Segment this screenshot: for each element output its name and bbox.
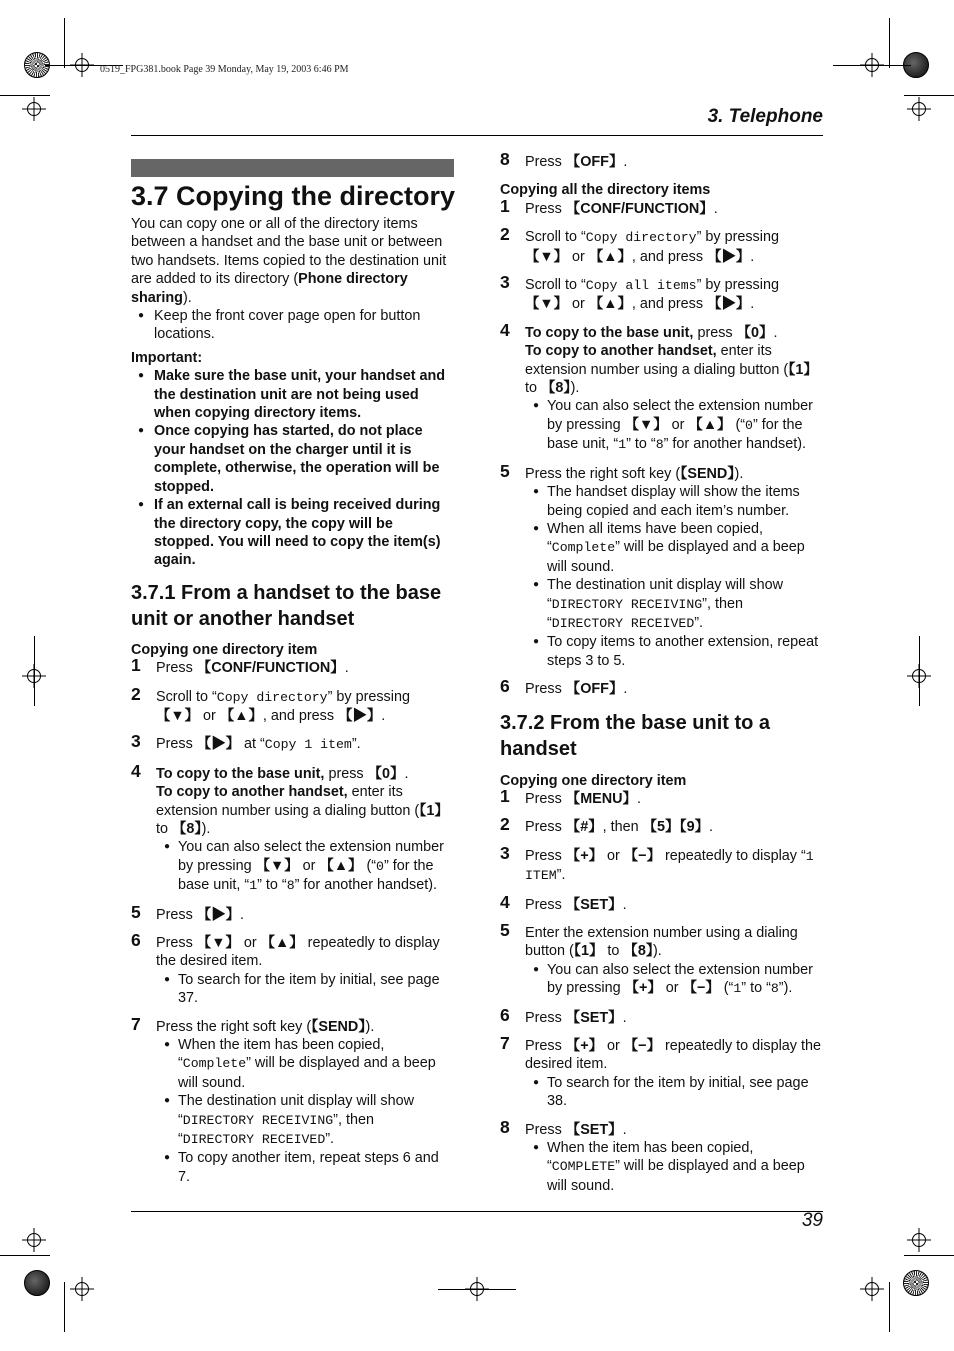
step-8: 8 Press 【OFF】. xyxy=(500,149,628,170)
crosshair-icon xyxy=(912,1233,926,1247)
list-item: ● To search for the item by initial, see page 38. xyxy=(525,1074,822,1111)
step-4: 4 To copy to the base unit, press 【0】. To copy to another handset, enter its extension number using a dialing button (【1】 to 【8】). ● You can also select the extension number by pressing 【▼】 or 【▲】 (“0” for the base unit, “1” to “8” for another handset). xyxy=(500,324,822,455)
step-7: 7 Press 【+】 or 【−】 repeatedly to display the desired item. ● To search for the item by initial, see page 38. xyxy=(500,1037,822,1111)
chapter-bar xyxy=(131,159,454,177)
crosshair-icon xyxy=(27,102,41,116)
page-number: 39 xyxy=(801,1210,823,1231)
list-item: ● To copy another item, repeat steps 6 and 7. xyxy=(156,1149,453,1186)
step-4: 4 Press 【SET】. xyxy=(500,891,627,913)
step-3: 3 Press 【+】 or 【−】 repeatedly to display “1 ITEM”. xyxy=(500,842,814,884)
procedure-title: Copying one directory item xyxy=(131,641,318,658)
subsection-title: 3.7.1 From a handset to the base unit or another handset xyxy=(131,581,442,630)
step-2: 2 Scroll to “Copy directory” by pressing 【▼】 or 【▲】, and press 【▶】. xyxy=(500,224,779,265)
step-2: 2 Press 【#】, then 【5】【9】. xyxy=(500,814,713,836)
step-1: 1 Press 【MENU】. xyxy=(500,785,641,807)
list-item: ● You can also select the extension number by pressing 【+】 or 【−】 (“1” to “8”). xyxy=(525,961,822,999)
list-item: ● When the item has been copied, “COMPLETE” will be displayed and a beep will sound. xyxy=(525,1139,822,1195)
important-list xyxy=(131,367,453,569)
print-slug: 0519_FPG381.book Page 39 Monday, May 19, 2003 6:46 PM xyxy=(100,64,349,75)
left-column xyxy=(131,215,453,1186)
list-item: ● To copy items to another extension, repeat steps 3 to 5. xyxy=(525,633,822,670)
registration-starburst-icon xyxy=(903,1270,929,1296)
procedure-title: Copying one directory item xyxy=(500,772,687,789)
list-item: ● When all items have been copied, “Complete” will be displayed and a beep will sound. xyxy=(525,520,822,576)
page-title: 3.7 Copying the directory xyxy=(131,181,456,211)
list-item: ● To search for the item by initial, see page 37. xyxy=(156,971,453,1008)
running-header: 3. Telephone xyxy=(707,106,823,127)
step-5: 5 Press 【▶】. xyxy=(131,901,244,923)
subsection-title: 3.7.2 From the base unit to a handset xyxy=(500,711,771,760)
step-3: 3 Press 【▶】 at “Copy 1 item”. xyxy=(131,731,361,753)
step-6: 6 Press 【OFF】. xyxy=(500,676,628,698)
list-item: ● Make sure the base unit, your handset and the destination unit are not being used when copying directory items. xyxy=(131,367,453,422)
step-4: 4 To copy to the base unit, press 【0】. To copy to another handset, enter its extension number using a dialing button (【1】 to 【8】). ● You can also select the extension number by pressing 【▼】 or 【▲】 (“0” for the base unit, “1” to “8” for another handset). xyxy=(131,765,453,896)
header-rule xyxy=(131,135,823,136)
step-7: 7 Press the right soft key (【SEND】). ● When the item has been copied, “Complete” will be displayed and a beep will sound. ● The destination unit display will show “DIRECTORY RECEIVING”, then “DIRECTORY RECEIVED”. ● To copy another item, repeat steps 6 and 7. xyxy=(131,1018,453,1187)
step-6: 6 Press 【SET】. xyxy=(500,1004,627,1026)
registration-dot-icon xyxy=(24,1270,50,1296)
footer-rule xyxy=(131,1211,823,1212)
list-item: ● Once copying has started, do not place your handset on the charger until it is complete, otherwise, the operation will be stopped. xyxy=(131,422,453,496)
intro-paragraph: You can copy one or all of the directory items between a handset and the base unit or between two handsets. Items copied to the destination unit are added to its directory (Phone directory sharing). xyxy=(131,216,447,306)
crosshair-icon xyxy=(27,1233,41,1247)
step-1: 1 Press 【CONF/FUNCTION】. xyxy=(500,195,718,217)
crosshair-icon xyxy=(912,102,926,116)
step-5: 5 Press the right soft key (【SEND】). ● The handset display will show the items being copied and each item’s number. ● When all items have been copied, “Complete” will be displayed and a beep will sound. ● The destination unit display will show “DIRECTORY RECEIVING”, then “DIRECTORY RECEIVED”. ● To copy items to another extension, repeat steps 3 to 5. xyxy=(500,465,822,670)
list-item: ● You can also select the extension number by pressing 【▼】 or 【▲】 (“0” for the base unit, “1” to “8” for another handset). xyxy=(525,397,822,454)
right-column xyxy=(500,149,822,1195)
crosshair-icon xyxy=(75,1282,89,1296)
step-3: 3 Scroll to “Copy all items” by pressing 【▼】 or 【▲】, and press 【▶】. xyxy=(500,272,779,313)
list-item: ● The destination unit display will show “DIRECTORY RECEIVING”, then “DIRECTORY RECEIVED”. xyxy=(156,1092,453,1149)
step-5: 5 Enter the extension number using a dialing button (【1】 to 【8】). ● You can also select the extension number by pressing 【+】 or 【−】 (“1” to “8”). xyxy=(500,924,822,999)
list-item: ● The handset display will show the items being copied and each item’s number. xyxy=(525,483,822,520)
list-item: ● You can also select the extension number by pressing 【▼】 or 【▲】 (“0” for the base unit, “1” to “8” for another handset). xyxy=(156,838,453,895)
important-label: Important: xyxy=(131,349,203,366)
step-8: 8 Press 【SET】. ● When the item has been copied, “COMPLETE” will be displayed and a beep will sound. xyxy=(500,1121,822,1196)
step-6: 6 Press 【▼】 or 【▲】 repeatedly to display the desired item. ● To search for the item by initial, see page 37. xyxy=(131,934,453,1008)
procedure-title: Copying all the directory items xyxy=(500,182,711,199)
step-2: 2 Scroll to “Copy directory” by pressing 【▼】 or 【▲】, and press 【▶】. xyxy=(131,683,410,724)
step-1: 1 Press 【CONF/FUNCTION】. xyxy=(131,655,349,677)
list-item: ● When the item has been copied, “Complete” will be displayed and a beep will sound. xyxy=(156,1036,453,1092)
intro-bullets xyxy=(131,307,453,344)
list-item: ● The destination unit display will show “DIRECTORY RECEIVING”, then “DIRECTORY RECEIVED”. xyxy=(525,576,822,633)
list-item: ● If an external call is being received during the directory copy, the copy will be stopped. You will need to copy the item(s) again. xyxy=(131,496,453,570)
crosshair-icon xyxy=(865,1282,879,1296)
list-item: ● Keep the front cover page open for button locations. xyxy=(131,307,453,344)
